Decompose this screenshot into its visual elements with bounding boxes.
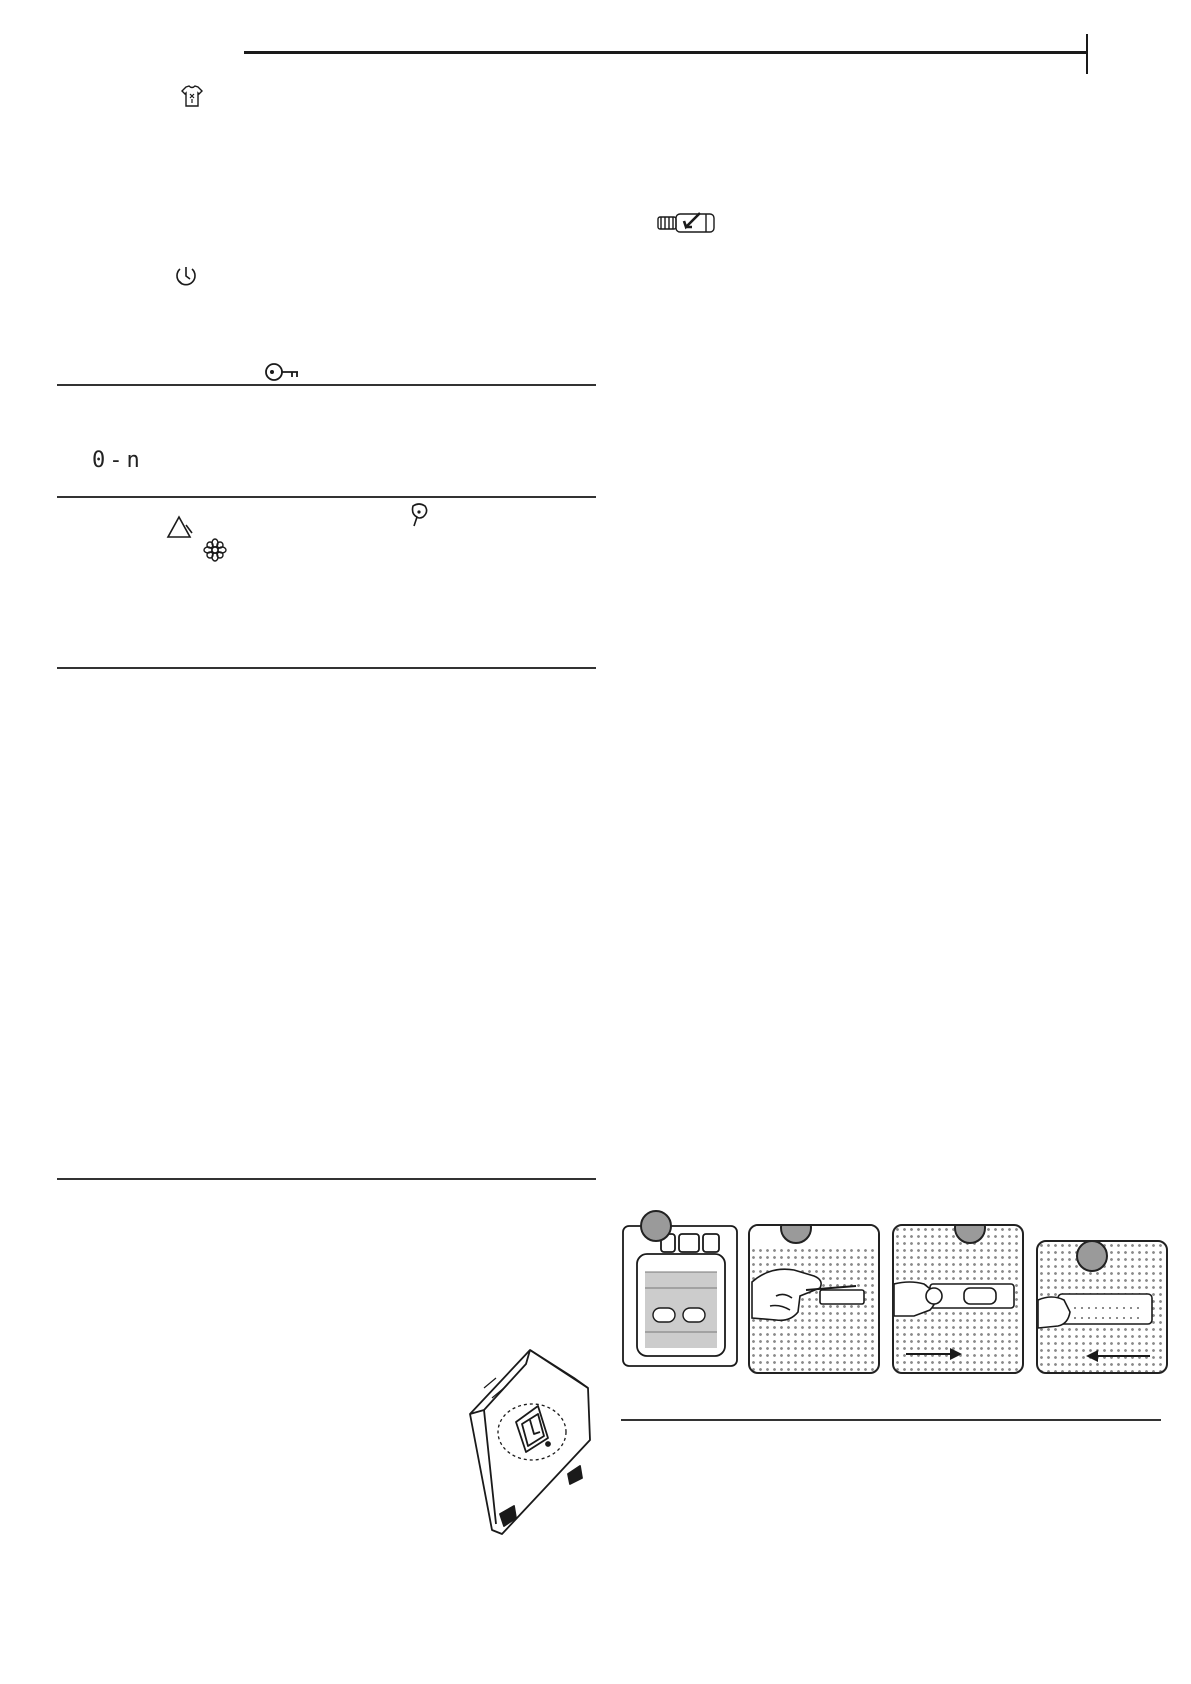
header-rule bbox=[244, 51, 1088, 54]
header-tick bbox=[1086, 34, 1088, 74]
key-lock-icon bbox=[264, 361, 302, 383]
express-cycle-icon bbox=[174, 264, 198, 288]
segment-display: 0-n bbox=[92, 448, 144, 473]
flower-icon bbox=[203, 538, 227, 562]
drain-hose-icon bbox=[656, 209, 720, 237]
section-divider bbox=[57, 667, 596, 669]
step-4-figure bbox=[1036, 1240, 1168, 1374]
door-panel-illustration bbox=[464, 1348, 596, 1541]
step-2-figure bbox=[748, 1224, 880, 1374]
section-divider bbox=[57, 1178, 596, 1180]
section-divider bbox=[57, 384, 596, 386]
step-1-figure bbox=[621, 1220, 739, 1370]
stain-shirt-icon bbox=[180, 84, 204, 108]
section-divider bbox=[57, 496, 596, 498]
triangle-bleach-icon bbox=[166, 515, 194, 541]
step-badge bbox=[640, 1210, 672, 1242]
fabric-softener-icon bbox=[408, 502, 430, 528]
step-3-figure bbox=[892, 1224, 1024, 1374]
section-divider bbox=[621, 1419, 1161, 1421]
step-badge bbox=[1076, 1240, 1108, 1272]
